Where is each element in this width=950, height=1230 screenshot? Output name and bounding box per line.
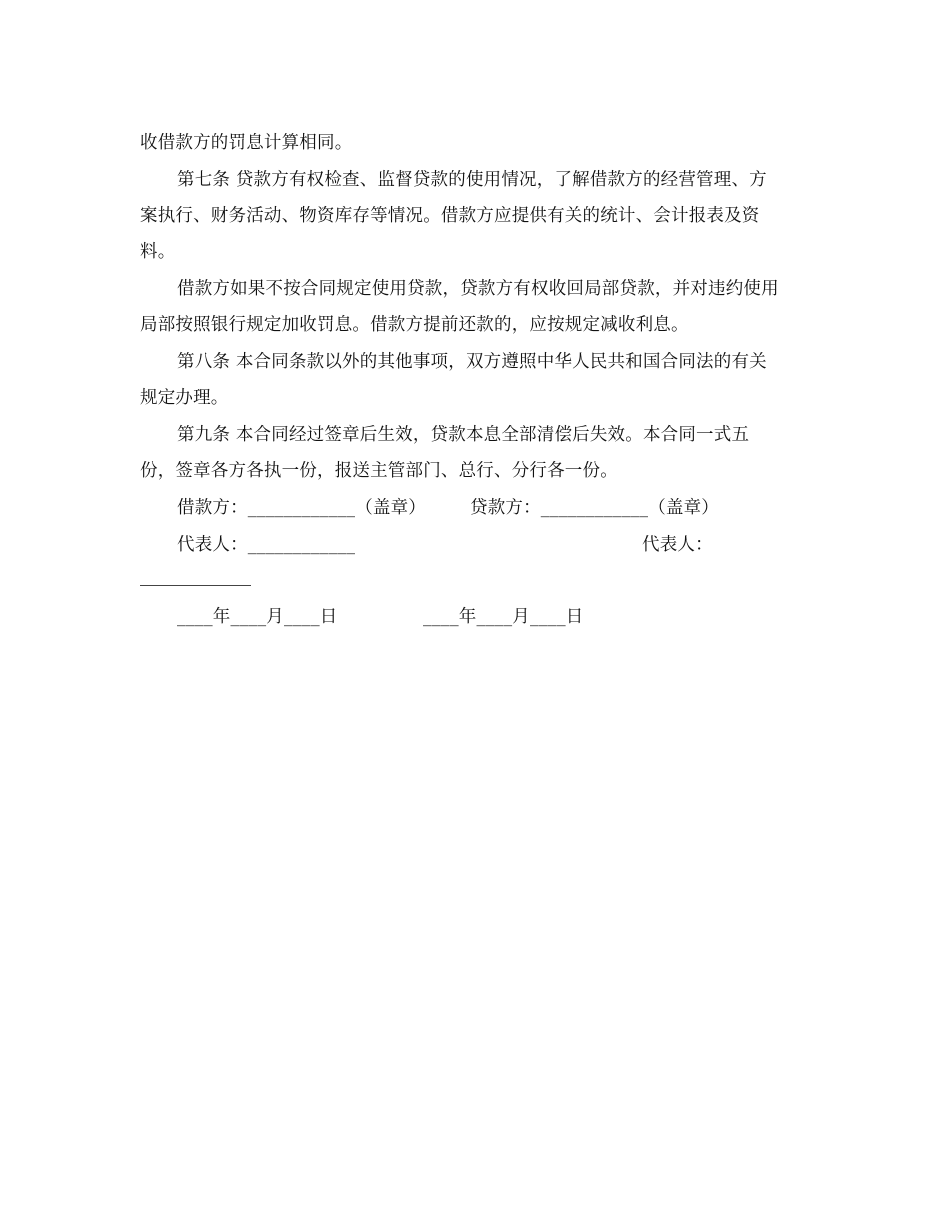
paragraph-line: 份，签章各方各执一份，报送主管部门、总行、分行各一份。	[140, 461, 618, 481]
paragraph-line: 料。	[140, 242, 176, 262]
date-borrower: ____年____月____日	[177, 607, 338, 627]
signature-lender: 贷款方：____________（盖章）	[470, 498, 719, 518]
representative-blank-line	[140, 585, 251, 586]
date-lender: ____年____月____日	[423, 607, 584, 627]
representative-borrower: 代表人：____________	[177, 535, 356, 555]
paragraph-line: 局部按照银行规定加收罚息。借款方提前还款的，应按规定减收利息。	[140, 315, 689, 335]
paragraph-line: 第七条 贷款方有权检查、监督贷款的使用情况，了解借款方的经营管理、方	[177, 170, 767, 190]
paragraph-line: 第八条 本合同条款以外的其他事项，双方遵照中华人民共和国合同法的有关	[177, 352, 767, 372]
paragraph-line: 规定办理。	[140, 388, 229, 408]
paragraph-line: 收借款方的罚息计算相同。	[140, 133, 353, 153]
paragraph-line: 第九条 本合同经过签章后生效，贷款本息全部清偿后失效。本合同一式五	[177, 425, 750, 445]
paragraph-line: 借款方如果不按合同规定使用贷款，贷款方有权收回局部贷款，并对违约使用	[177, 279, 779, 299]
representative-lender: 代表人：	[642, 535, 713, 555]
paragraph-line: 案执行、财务活动、物资库存等情况。借款方应提供有关的统计、会计报表及资	[140, 206, 760, 226]
signature-borrower: 借款方：____________（盖章）	[177, 498, 426, 518]
